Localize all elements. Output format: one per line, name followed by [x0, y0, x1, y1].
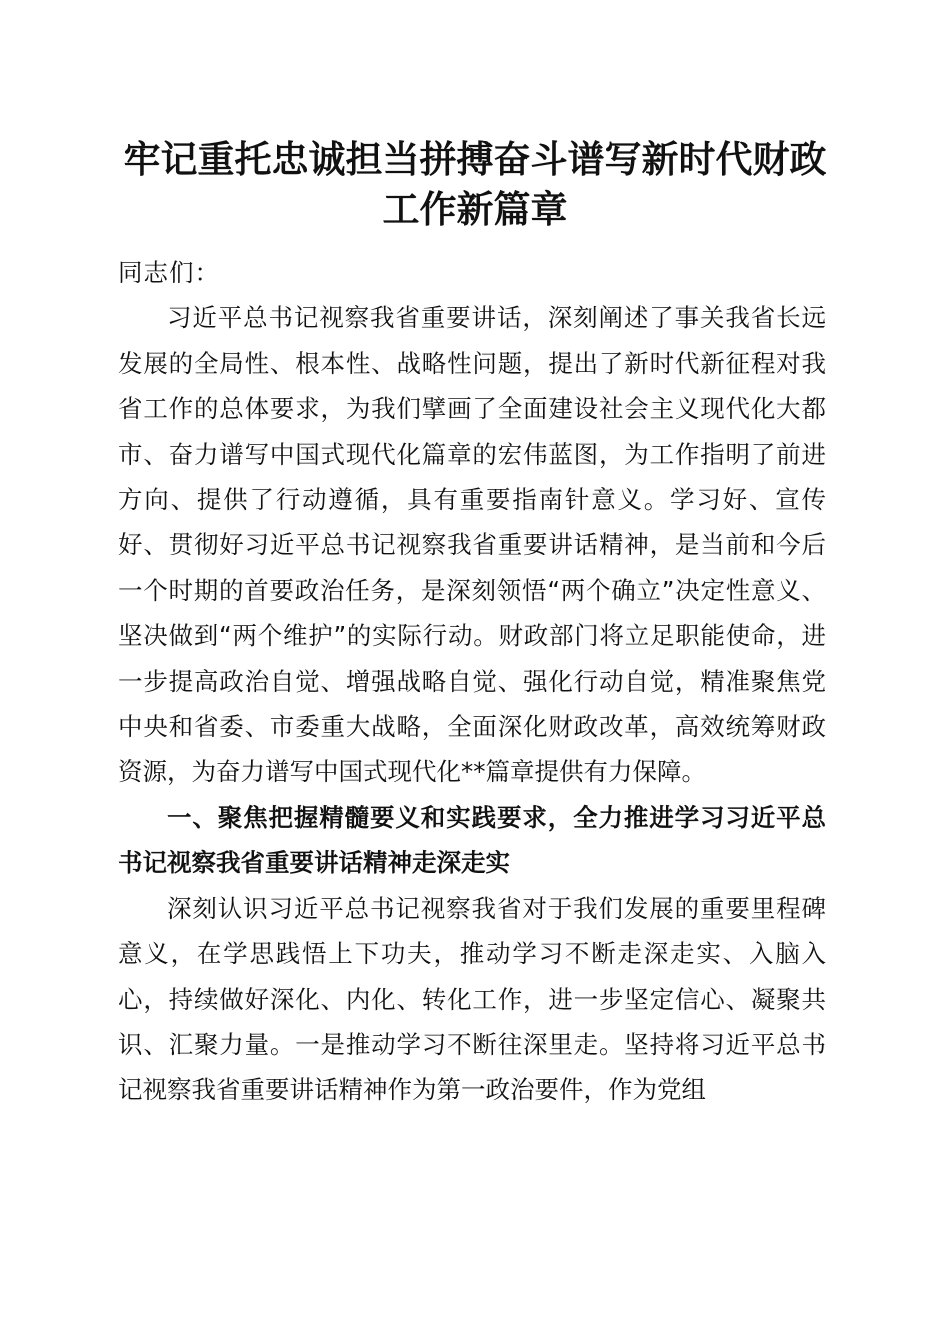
section-heading-1: 一、聚焦把握精髓要义和实践要求，全力推进学习习近平总书记视察我省重要讲话精神走深走实 — [118, 802, 826, 878]
document-title: 牢记重托忠诚担当拼搏奋斗谱写新时代财政工作新篇章 — [123, 137, 827, 231]
salutation: 同志们： — [118, 258, 220, 287]
document-body — [118, 250, 826, 1113]
paragraph-intro: 习近平总书记视察我省重要讲话，深刻阐述了事关我省长远发展的全局性、根本性、战略性问题，提出了新时代新征程对我省工作的总体要求，为我们擘画了全面建设社会主义现代化大都市、奋力谱写中国式现代化篇章的宏伟蓝图，为工作指明了前进方向、提供了行动遵循，具有重要指南针意义。学习好、宣传好、贯彻好习近平总书记视察我省重要讲话精神，是当前和今后一个时期的首要政治任务，是深刻领悟“两个确立”决定性意义、坚决做到“两个维护”的实际行动。财政部门将立足职能使命，进一步提高政治自觉、增强战略自觉、强化行动自觉，精准聚焦党中央和省委、市委重大战略，全面深化财政改革，高效统筹财政资源，为奋力谱写中国式现代化**篇章提供有力保障。 — [118, 303, 826, 787]
paragraph-section-1: 深刻认识习近平总书记视察我省对于我们发展的重要里程碑意义，在学思践悟上下功夫，推动学习不断走深走实、入脑入心，持续做好深化、内化、转化工作，进一步坚定信心、凝聚共识、汇聚力量。一是推动学习不断往深里走。坚持将习近平总书记视察我省重要讲话精神作为第一政治要件，作为党组 — [118, 893, 826, 1105]
